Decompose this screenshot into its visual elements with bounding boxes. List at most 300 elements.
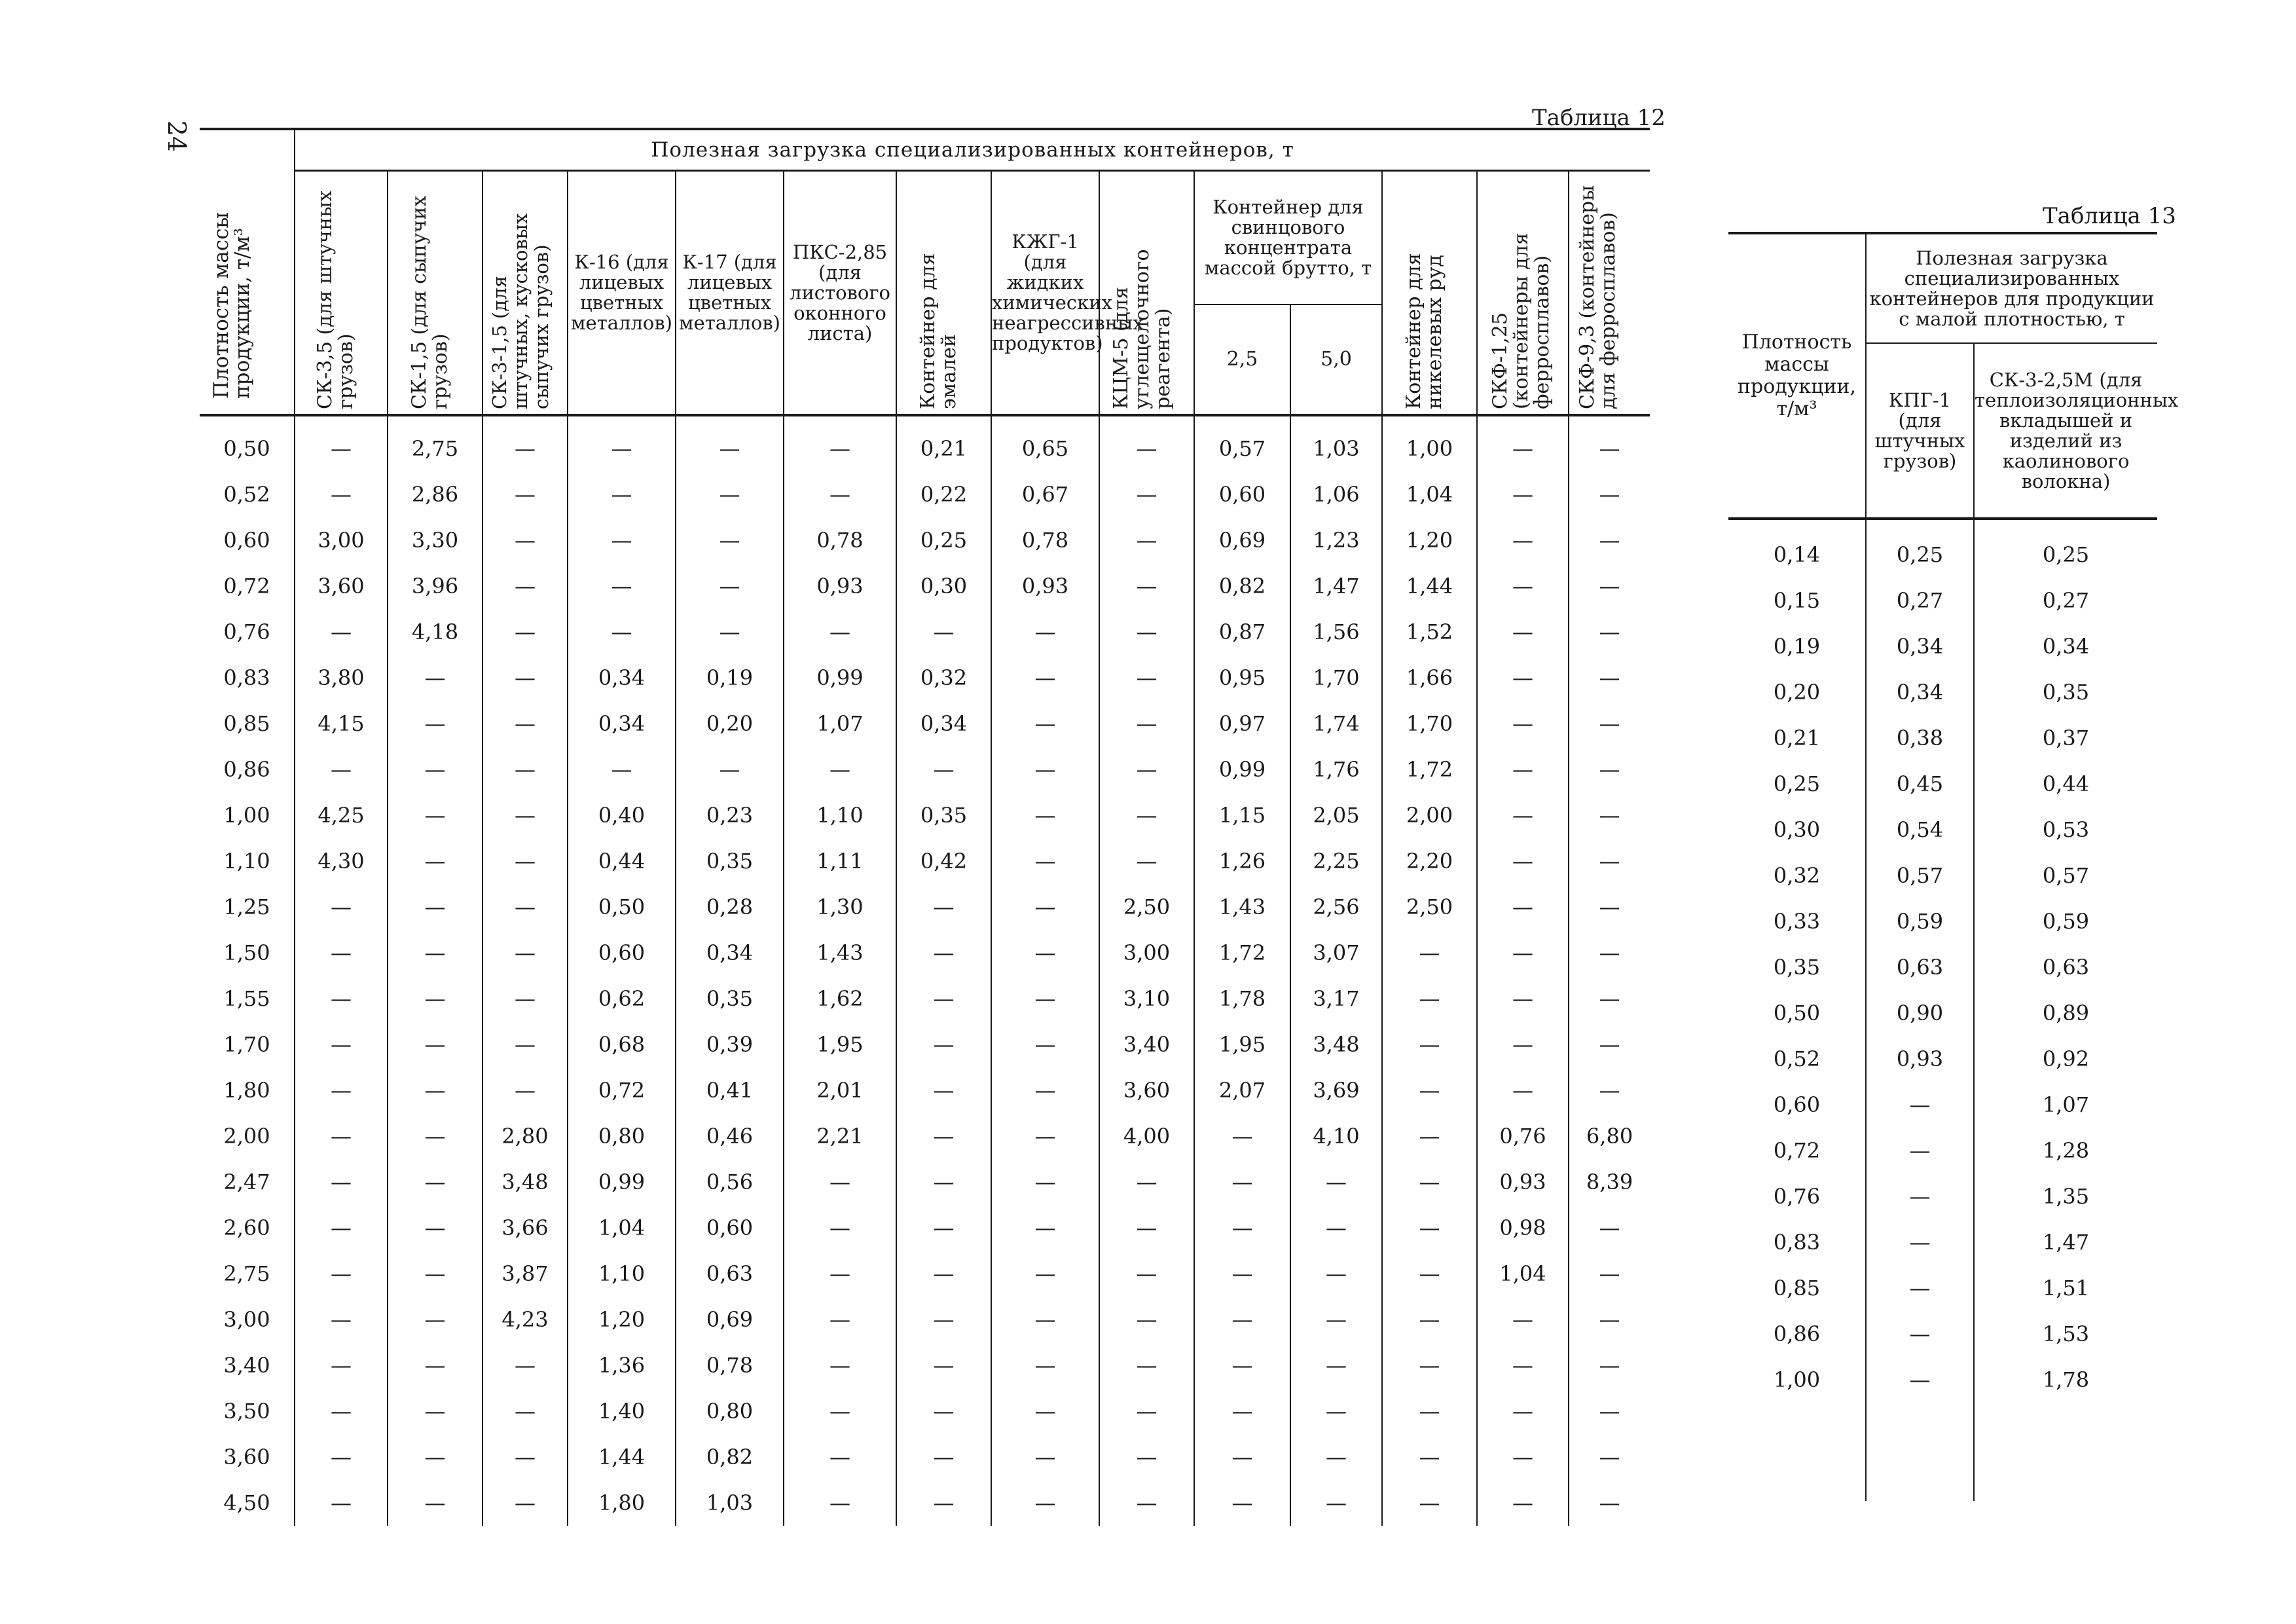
value-cell: — [991, 1113, 1099, 1159]
value-cell: — [295, 1480, 388, 1526]
value-cell: — [1382, 1067, 1477, 1113]
value-cell: — [1382, 1297, 1477, 1342]
value-cell: 0,56 [676, 1159, 784, 1205]
value-cell: 1,56 [1290, 609, 1382, 655]
value-cell: 0,35 [676, 976, 784, 1022]
value-cell: — [896, 1434, 991, 1480]
value-cell: — [388, 976, 483, 1022]
density-cell: 0,52 [1773, 1046, 1821, 1071]
value-cell: 3,00 [1099, 930, 1194, 976]
value-cell: — [896, 976, 991, 1022]
table-row [1728, 1082, 2157, 1128]
value-cell: 0,93 [1477, 1159, 1569, 1205]
value-cell: — [896, 930, 991, 976]
value-cell: 4,10 [1290, 1113, 1382, 1159]
value-cell: 1,35 [1974, 1173, 2157, 1219]
value-cell: 0,28 [676, 884, 784, 930]
header-kcm: КЦМ-5 (для углещелочного реагента) [1099, 171, 1194, 416]
table12 [200, 128, 1650, 1526]
value-cell: — [295, 747, 388, 792]
value-cell: — [991, 1480, 1099, 1526]
value-cell: 2,00 [1382, 792, 1477, 838]
value-cell: — [295, 884, 388, 930]
density-cell: 0,50 [223, 436, 270, 461]
value-cell: 2,05 [1290, 792, 1382, 838]
value-cell: — [568, 415, 676, 471]
value-cell: — [388, 1342, 483, 1388]
value-cell: — [1569, 838, 1650, 884]
density-cell: 2,60 [223, 1215, 270, 1240]
value-cell: 0,60 [1194, 471, 1290, 517]
value-cell: — [676, 609, 784, 655]
table-row [200, 747, 1650, 792]
value-cell: 0,53 [1974, 807, 2157, 853]
value-cell: — [1477, 655, 1569, 701]
value-cell: — [388, 1297, 483, 1342]
value-cell: 3,96 [388, 563, 483, 609]
value-cell: — [295, 1205, 388, 1251]
value-cell: 1,95 [784, 1022, 896, 1067]
value-cell: — [1477, 792, 1569, 838]
density-cell: 0,60 [223, 528, 270, 553]
density-cell: 2,75 [223, 1261, 270, 1286]
value-cell: 0,62 [568, 976, 676, 1022]
value-cell: 2,21 [784, 1113, 896, 1159]
table-row [200, 930, 1650, 976]
table-row [1728, 1036, 2157, 1082]
value-cell: 4,23 [483, 1297, 568, 1342]
value-cell: 2,25 [1290, 838, 1382, 884]
value-cell: 3,40 [1099, 1022, 1194, 1067]
density-cell: 0,85 [223, 711, 270, 736]
value-cell: — [991, 792, 1099, 838]
t13-header-sk3: СК-3-2,5М (для теплоизоляционных вкладышей и изделий из каолинового волокна) [1974, 343, 2157, 519]
value-cell: 0,30 [896, 563, 991, 609]
value-cell: — [483, 1480, 568, 1526]
value-cell: — [896, 747, 991, 792]
table-row [1728, 715, 2157, 761]
value-cell: 1,20 [568, 1297, 676, 1342]
value-cell: — [1477, 1067, 1569, 1113]
value-cell: 3,00 [295, 517, 388, 563]
value-cell: — [295, 609, 388, 655]
value-cell: — [388, 1022, 483, 1067]
table-row [200, 1022, 1650, 1067]
header-sk315: СК-3-1,5 (для штучных, кусковых сыпучих грузов) [483, 171, 568, 416]
value-cell: 2,86 [388, 471, 483, 517]
value-cell: — [1477, 563, 1569, 609]
value-cell: — [483, 1342, 568, 1388]
value-cell: — [1099, 1434, 1194, 1480]
value-cell: 1,72 [1382, 747, 1477, 792]
empty-cell [1866, 1403, 1974, 1501]
value-cell: 2,07 [1194, 1067, 1290, 1113]
value-cell: 0,68 [568, 1022, 676, 1067]
value-cell: — [1477, 1022, 1569, 1067]
value-cell: 1,11 [784, 838, 896, 884]
value-cell: — [1194, 1113, 1290, 1159]
value-cell: 0,34 [1866, 669, 1974, 715]
value-cell: 1,28 [1974, 1128, 2157, 1173]
header-nickel: Контейнер для никелевых руд [1382, 171, 1477, 416]
value-cell: 0,89 [1974, 990, 2157, 1036]
value-cell: 0,69 [676, 1297, 784, 1342]
value-cell: — [991, 747, 1099, 792]
table-row [1728, 1357, 2157, 1403]
value-cell: — [483, 747, 568, 792]
value-cell: 0,97 [1194, 701, 1290, 747]
density-cell: 2,47 [223, 1170, 270, 1194]
value-cell: — [991, 1434, 1099, 1480]
value-cell: — [483, 517, 568, 563]
density-cell: 0,86 [1773, 1321, 1821, 1346]
value-cell: 1,95 [1194, 1022, 1290, 1067]
density-cell: 0,50 [1773, 1001, 1821, 1025]
value-cell: — [568, 563, 676, 609]
value-cell: — [1569, 1297, 1650, 1342]
value-cell: 1,40 [568, 1388, 676, 1434]
value-cell: 1,43 [1194, 884, 1290, 930]
value-cell: — [295, 1251, 388, 1297]
value-cell: 2,20 [1382, 838, 1477, 884]
value-cell: 3,60 [295, 563, 388, 609]
header-enamel: Контейнер для эмалей [896, 171, 991, 416]
header-lead-25: 2,5 [1194, 304, 1290, 415]
value-cell: — [896, 609, 991, 655]
value-cell: — [991, 1297, 1099, 1342]
value-cell: — [1194, 1205, 1290, 1251]
header-k17: К-17 (для лицевых цветных металлов) [676, 171, 784, 416]
value-cell: — [295, 415, 388, 471]
value-cell: — [388, 1113, 483, 1159]
value-cell: — [676, 747, 784, 792]
table-row [200, 976, 1650, 1022]
value-cell: 0,63 [1866, 944, 1974, 990]
header-pks: ПКС-2,85 (для листового оконного листа) [784, 171, 896, 416]
value-cell: — [388, 1388, 483, 1434]
value-cell: 0,27 [1866, 578, 1974, 623]
density-cell: 0,19 [1773, 634, 1821, 659]
value-cell: — [1382, 1388, 1477, 1434]
density-cell: 3,50 [223, 1399, 270, 1424]
t13-header-group: Полезная загрузка специализированных контейнеров для продукции с малой плотностью, т [1866, 233, 2157, 343]
table-row [200, 1205, 1650, 1251]
value-cell: — [676, 471, 784, 517]
table-row [200, 609, 1650, 655]
value-cell: — [483, 1067, 568, 1113]
value-cell: — [1194, 1251, 1290, 1297]
value-cell: 3,48 [483, 1159, 568, 1205]
density-cell: 3,00 [223, 1307, 270, 1332]
page-number: 24 [162, 120, 191, 153]
table-row [1728, 1219, 2157, 1265]
density-cell: 0,86 [223, 757, 270, 782]
value-cell: — [1866, 1311, 1974, 1357]
value-cell: 0,40 [568, 792, 676, 838]
value-cell: — [1569, 930, 1650, 976]
value-cell: 1,66 [1382, 655, 1477, 701]
value-cell: 0,80 [568, 1113, 676, 1159]
value-cell: — [1382, 1113, 1477, 1159]
value-cell: 4,25 [295, 792, 388, 838]
value-cell: — [1290, 1297, 1382, 1342]
value-cell: — [1866, 1173, 1974, 1219]
value-cell: — [1194, 1342, 1290, 1388]
value-cell: — [1477, 471, 1569, 517]
table-row [200, 517, 1650, 563]
t13-header-kpg: КПГ-1 (для штучных грузов) [1866, 343, 1974, 519]
value-cell: — [784, 747, 896, 792]
value-cell: 0,34 [896, 701, 991, 747]
value-cell: — [1099, 471, 1194, 517]
value-cell: — [1382, 1342, 1477, 1388]
value-cell: 2,80 [483, 1113, 568, 1159]
value-cell: — [1477, 976, 1569, 1022]
value-cell: — [991, 609, 1099, 655]
value-cell: 0,35 [896, 792, 991, 838]
value-cell: — [1477, 701, 1569, 747]
value-cell: — [896, 1388, 991, 1434]
table-row [1728, 1128, 2157, 1173]
table-row [200, 1113, 1650, 1159]
value-cell: 1,04 [568, 1205, 676, 1251]
value-cell: — [1099, 415, 1194, 471]
value-cell: 0,27 [1974, 578, 2157, 623]
value-cell: 1,72 [1194, 930, 1290, 976]
value-cell: — [1569, 471, 1650, 517]
value-cell: — [784, 1205, 896, 1251]
value-cell: — [784, 1480, 896, 1526]
value-cell: 0,35 [1974, 669, 2157, 715]
value-cell: 0,50 [568, 884, 676, 930]
header-sk35: СК-3,5 (для штучных грузов) [295, 171, 388, 416]
value-cell: — [1290, 1205, 1382, 1251]
value-cell: 1,70 [1382, 701, 1477, 747]
value-cell: — [388, 1159, 483, 1205]
table-row [200, 1388, 1650, 1434]
value-cell: — [784, 1388, 896, 1434]
value-cell: — [483, 655, 568, 701]
value-cell: — [295, 976, 388, 1022]
value-cell: 4,30 [295, 838, 388, 884]
header-lead-group: Контейнер для свинцового концентрата массой брутто, т [1194, 171, 1382, 304]
table-row [1728, 761, 2157, 807]
table-row [200, 884, 1650, 930]
value-cell: — [1194, 1480, 1290, 1526]
value-cell: — [1290, 1251, 1382, 1297]
value-cell: 0,46 [676, 1113, 784, 1159]
value-cell: — [295, 471, 388, 517]
value-cell: — [1382, 1251, 1477, 1297]
value-cell: 0,57 [1866, 853, 1974, 898]
value-cell: 0,34 [1866, 623, 1974, 669]
density-cell: 0,20 [1773, 680, 1821, 705]
value-cell: — [784, 609, 896, 655]
value-cell: 1,07 [784, 701, 896, 747]
value-cell: — [1569, 701, 1650, 747]
value-cell: — [784, 471, 896, 517]
value-cell: — [1569, 1067, 1650, 1113]
value-cell: — [1866, 1357, 1974, 1403]
value-cell: — [388, 701, 483, 747]
value-cell: — [784, 1297, 896, 1342]
value-cell: 0,34 [568, 655, 676, 701]
value-cell: — [1099, 1251, 1194, 1297]
value-cell: 2,75 [388, 415, 483, 471]
value-cell: — [991, 1205, 1099, 1251]
value-cell: 3,17 [1290, 976, 1382, 1022]
table-row [1728, 1173, 2157, 1219]
value-cell: 1,74 [1290, 701, 1382, 747]
value-cell: — [1099, 563, 1194, 609]
header-skf93: СКФ-9,3 (контейнеры для ферросплавов) [1569, 171, 1650, 416]
value-cell: — [1099, 1297, 1194, 1342]
value-cell: 1,52 [1382, 609, 1477, 655]
value-cell: — [388, 1205, 483, 1251]
value-cell: — [295, 1434, 388, 1480]
value-cell: — [295, 1297, 388, 1342]
value-cell: 0,69 [1194, 517, 1290, 563]
value-cell: — [483, 609, 568, 655]
value-cell: 0,80 [676, 1388, 784, 1434]
value-cell: — [483, 415, 568, 471]
t13-header-density: Плотность массы продукции, т/м³ [1728, 233, 1866, 519]
value-cell: 0,23 [676, 792, 784, 838]
value-cell: — [1099, 517, 1194, 563]
value-cell: 0,37 [1974, 715, 2157, 761]
value-cell: — [1569, 792, 1650, 838]
table-row [1728, 990, 2157, 1036]
table-row [1728, 1311, 2157, 1357]
value-cell: — [1477, 1297, 1569, 1342]
value-cell: — [1099, 1159, 1194, 1205]
value-cell: 0,82 [676, 1434, 784, 1480]
value-cell: 0,95 [1194, 655, 1290, 701]
value-cell: — [483, 930, 568, 976]
density-cell: 0,76 [223, 619, 270, 644]
value-cell: 1,70 [1290, 655, 1382, 701]
value-cell: 0,60 [568, 930, 676, 976]
value-cell: — [295, 1113, 388, 1159]
value-cell: 1,04 [1477, 1251, 1569, 1297]
value-cell: — [1290, 1480, 1382, 1526]
value-cell: — [1382, 976, 1477, 1022]
density-cell: 0,60 [1773, 1092, 1821, 1117]
value-cell: — [784, 415, 896, 471]
value-cell: 1,44 [568, 1434, 676, 1480]
value-cell: 0,63 [676, 1251, 784, 1297]
density-cell: 0,33 [1773, 909, 1821, 934]
density-cell: 4,50 [223, 1490, 270, 1515]
value-cell: 0,82 [1194, 563, 1290, 609]
header-sk15: СК-1,5 (для сыпучих грузов) [388, 171, 483, 416]
value-cell: 4,15 [295, 701, 388, 747]
density-cell: 0,85 [1773, 1276, 1821, 1301]
value-cell: — [896, 1067, 991, 1113]
value-cell: 0,99 [568, 1159, 676, 1205]
value-cell: 3,48 [1290, 1022, 1382, 1067]
value-cell: 0,21 [896, 415, 991, 471]
value-cell: 0,98 [1477, 1205, 1569, 1251]
value-cell: 0,63 [1974, 944, 2157, 990]
value-cell: — [784, 1159, 896, 1205]
density-cell: 0,32 [1773, 863, 1821, 888]
density-cell: 1,50 [223, 940, 270, 965]
value-cell: 4,00 [1099, 1113, 1194, 1159]
value-cell: 0,67 [991, 471, 1099, 517]
value-cell: — [1477, 838, 1569, 884]
value-cell: — [991, 701, 1099, 747]
table-row [200, 1480, 1650, 1526]
value-cell: 1,10 [568, 1251, 676, 1297]
value-cell: — [896, 1113, 991, 1159]
table-row [200, 563, 1650, 609]
header-density: Плотность массы продукции, т/м³ [200, 129, 295, 415]
value-cell: — [1099, 655, 1194, 701]
value-cell: 1,51 [1974, 1265, 2157, 1311]
density-cell: 1,10 [223, 849, 270, 874]
value-cell: 1,20 [1382, 517, 1477, 563]
value-cell: 2,56 [1290, 884, 1382, 930]
header-kzhg: КЖГ-1 (для жидких химических неагрессивных продуктов) [991, 171, 1099, 416]
value-cell: — [1194, 1434, 1290, 1480]
value-cell: — [1099, 1342, 1194, 1388]
value-cell: — [1569, 1434, 1650, 1480]
value-cell: 1,06 [1290, 471, 1382, 517]
value-cell: 0,93 [1866, 1036, 1974, 1082]
value-cell: — [1290, 1434, 1382, 1480]
value-cell: — [295, 1388, 388, 1434]
value-cell: — [896, 884, 991, 930]
value-cell: — [483, 792, 568, 838]
value-cell: 4,18 [388, 609, 483, 655]
value-cell: — [1099, 792, 1194, 838]
value-cell: — [1477, 517, 1569, 563]
value-cell: 0,25 [1974, 519, 2157, 578]
value-cell: — [1866, 1082, 1974, 1128]
value-cell: — [1099, 838, 1194, 884]
value-cell: 1,10 [784, 792, 896, 838]
value-cell: — [295, 1022, 388, 1067]
value-cell: 3,60 [1099, 1067, 1194, 1113]
value-cell: — [1290, 1388, 1382, 1434]
value-cell: 1,15 [1194, 792, 1290, 838]
value-cell: 3,87 [483, 1251, 568, 1297]
table-row [200, 1434, 1650, 1480]
table-row [200, 1297, 1650, 1342]
value-cell: 0,34 [568, 701, 676, 747]
value-cell: — [388, 930, 483, 976]
density-cell: 1,00 [223, 803, 270, 828]
value-cell: — [1290, 1159, 1382, 1205]
value-cell: 0,59 [1866, 898, 1974, 944]
value-cell: — [295, 930, 388, 976]
density-cell: 0,83 [1773, 1230, 1821, 1255]
value-cell: — [388, 792, 483, 838]
value-cell: — [1382, 1480, 1477, 1526]
density-cell: 0,72 [1773, 1138, 1821, 1163]
density-cell: 0,52 [223, 482, 270, 507]
value-cell: 0,78 [676, 1342, 784, 1388]
value-cell: — [784, 1251, 896, 1297]
empty-cell [1728, 1403, 1866, 1501]
value-cell: — [1866, 1128, 1974, 1173]
value-cell: 0,99 [784, 655, 896, 701]
value-cell: 3,80 [295, 655, 388, 701]
value-cell: 1,04 [1382, 471, 1477, 517]
value-cell: — [1569, 563, 1650, 609]
density-cell: 1,25 [223, 895, 270, 919]
